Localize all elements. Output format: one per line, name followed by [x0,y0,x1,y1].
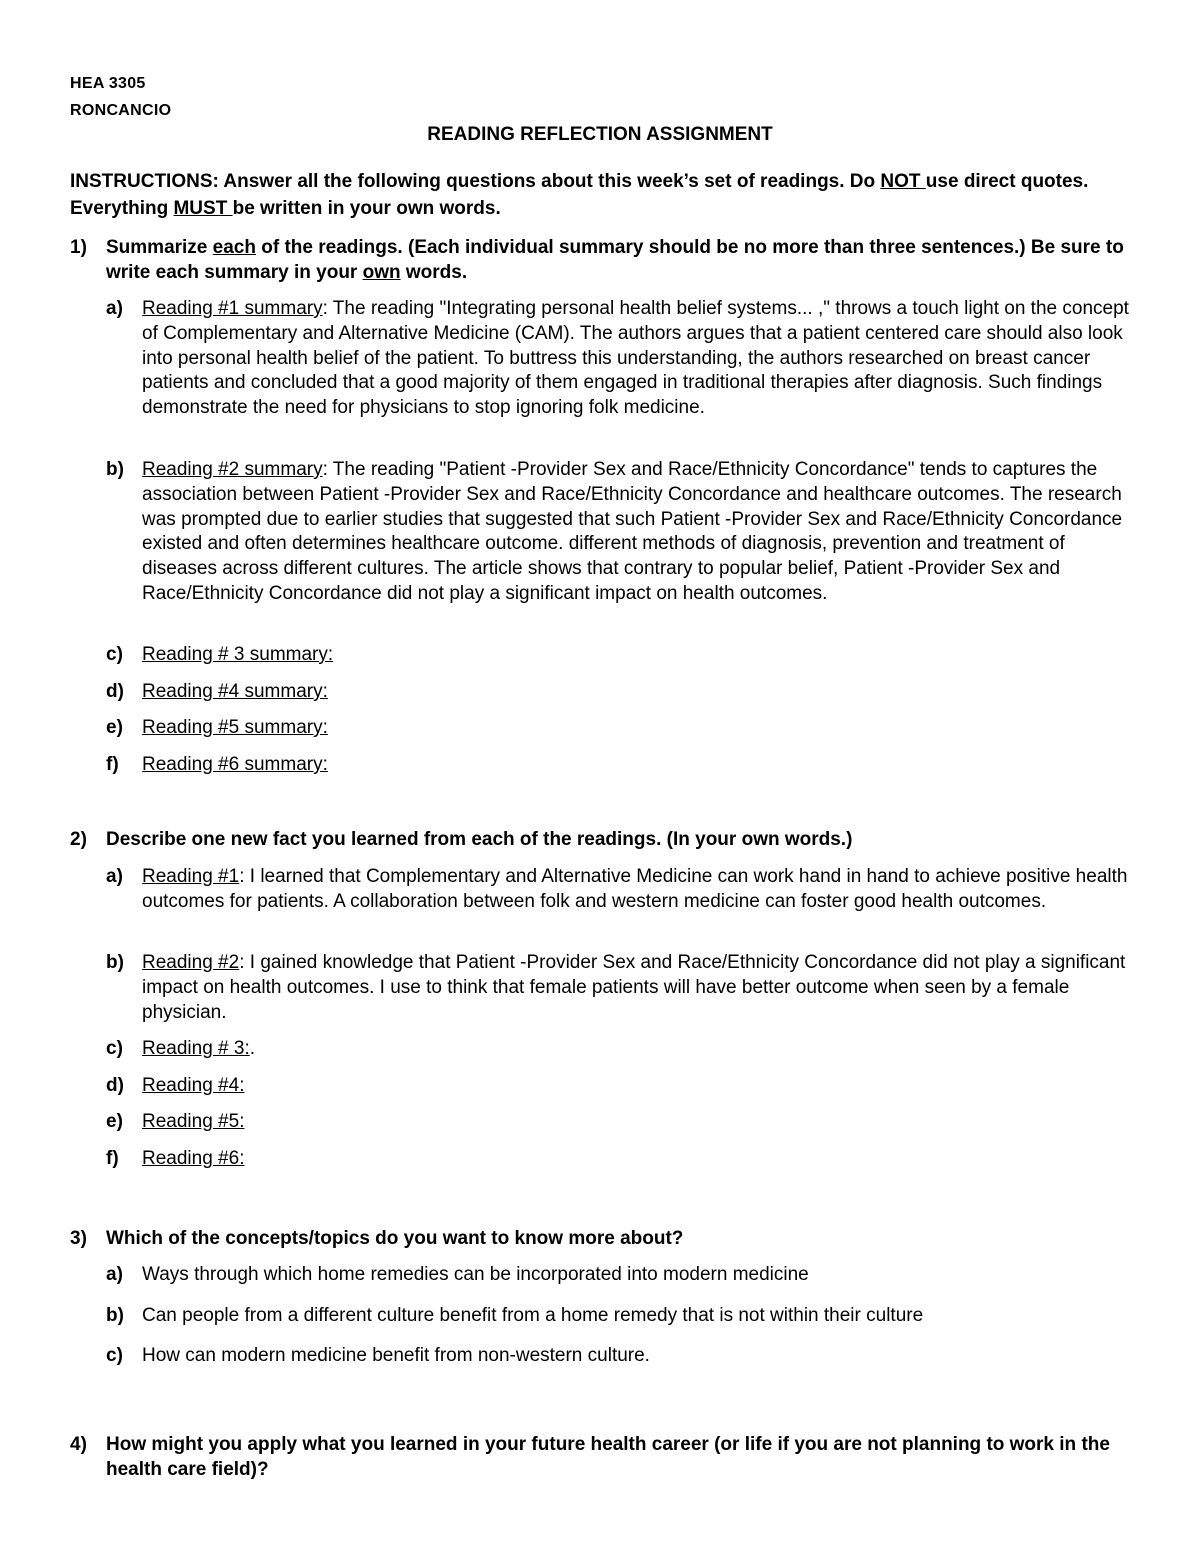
q1-item-d: d) Reading #4 summary: [106,681,328,702]
q2-item-d: d) Reading #4: [106,1075,245,1096]
q3-item-c: c) How can modern medicine benefit from non-western culture. [106,1345,650,1366]
question-1: 1) Summarize each of the readings. (Each individual summary should be no more than three sentences.) Be sure to write each summary in your own words. [70,237,1124,283]
instructions: INSTRUCTIONS: Answer all the following questions about this week’s set of readings. Do NOT use direct quotes. Everything MUST be written in your own words. [70,171,1089,219]
question-4: 4) How might you apply what you learned in your future health career (or life if you are not planning to work in the health care field)? [70,1434,1110,1480]
q1-item-b: b) Reading #2 summary: The reading "Patient -Provider Sex and Race/Ethnicity Concordance" tends to captures the association between Patient -Provider Sex and Race/Ethnicity Concordance and healthcare outcomes. The research was prompted due to earlier studies that suggested that such Patient -Provider Sex and Race/Ethnicity Concordance existed and often determines healthcare outcome. different methods of diagnosis, prevention and treatment of diseases across different cultures. The article shows that contrary to popular belief, Patient -Provider Sex and Race/Ethnicity Concordance did not play a significant impact on health outcomes. [106,459,1123,604]
course-code: HEA 3305 [70,75,146,92]
page-title: READING REFLECTION ASSIGNMENT [427,124,773,145]
q2-item-a: a) Reading #1: I learned that Complementary and Alternative Medicine can work hand in hand to achieve positive health outcomes for patients. A collaboration between folk and western medicine can foster good health outcomes. [106,866,1128,912]
q1-item-e: e) Reading #5 summary: [106,717,328,738]
question-2: 2) Describe one new fact you learned from each of the readings. (In your own words.) [70,829,853,850]
q3-item-a: a) Ways through which home remedies can be incorporated into modern medicine [106,1264,809,1285]
q1-item-f: f) Reading #6 summary: [106,754,328,775]
question-3: 3) Which of the concepts/topics do you want to know more about? [70,1228,684,1249]
q3-item-b: b) Can people from a different culture benefit from a home remedy that is not within their culture [106,1305,924,1326]
q2-item-b: b) Reading #2: I gained knowledge that Patient -Provider Sex and Race/Ethnicity Concordance did not play a significant impact on health outcomes. I use to think that female patients will have better outcome when seen by a female physician. [106,952,1126,1023]
q2-item-f: f) Reading #6: [106,1148,245,1169]
q1-item-c: c) Reading # 3 summary: [106,644,334,665]
q1-item-a: a) Reading #1 summary: The reading "Integrating personal health belief systems... ," throws a touch light on the concept of Complementary and Alternative Medicine (CAM). The authors argues that a patient centered care should also look into personal health belief of the patient. To buttress this understanding, the authors researched on breast cancer patients and concluded that a good majority of them engaged in traditional therapies after diagnosis. Such findings demonstrate the need for physicians to stop ignoring folk medicine. [106,298,1129,419]
instructor-name: RONCANCIO [70,102,172,119]
q2-item-e: e) Reading #5: [106,1111,245,1132]
q2-item-c: c) Reading # 3:. [106,1038,256,1059]
